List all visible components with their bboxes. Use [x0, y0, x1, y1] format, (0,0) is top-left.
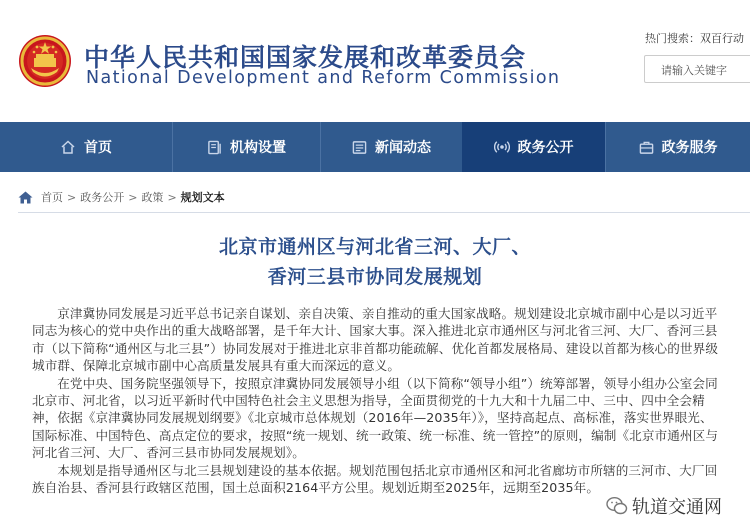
nav-item-government-affairs[interactable]	[462, 122, 605, 172]
breadcrumb-divider	[18, 212, 750, 213]
nav-item-home[interactable]	[0, 122, 172, 172]
hot-search	[645, 30, 744, 46]
breadcrumb-planning-text[interactable]: 规划文本	[180, 191, 225, 204]
wechat-icon	[606, 496, 628, 516]
article-body	[32, 305, 722, 496]
article-paragraph: 在党中央、国务院坚强领导下，按照京津冀协同发展领导小组（以下简称“领导小组”）统筹部署，领导小组办公室会同北京市、河北省，以习近平新时代中国特色社会主义思想为指导，全面贯彻党的十九大和十九届二中、三中、四中全会精神，依据《京津冀协同发展规划纲要》《北京城市总体规划（2016年—2035年）》，坚持高起点、高标准，落实世界眼光、国际标准、中国特色、高点定位的要求，按照“统一规划、统一政策、统一标准、统一管控”的原则，编制《北京市通州区与河北省三河、大厂、香河三县市协同发展规划》。	[32, 375, 719, 461]
hot-search-item[interactable]: 双百行动	[700, 32, 744, 45]
article-paragraph: 本规划是指导通州区与北三县规划建设的基本依据。规划范围包括北京市通州区和河北省廊坊市所辖的三河市、大厂回族自治县、香河县行政辖区范围，国土总面积2164平方公里。规划近期至2025年，远期至2035年。	[32, 462, 718, 496]
site-title-en[interactable]: National Development and Reform Commission	[86, 68, 561, 88]
nav-item-news[interactable]	[321, 122, 462, 172]
breadcrumb-policy[interactable]: 政策	[141, 191, 164, 204]
breadcrumb-separator: >	[128, 190, 138, 204]
breadcrumb	[18, 189, 225, 205]
breadcrumb-government-affairs[interactable]: 政务公开	[80, 191, 125, 204]
article-title-line2: 香河三县市协同发展规划	[267, 266, 483, 288]
search-input[interactable]: 请输入关键字	[644, 55, 750, 83]
service-icon	[639, 140, 654, 155]
national-emblem-icon[interactable]	[18, 34, 72, 88]
nav-item-services[interactable]	[606, 122, 750, 172]
watermark-text: 轨道交通网	[632, 497, 722, 518]
home-icon	[60, 139, 76, 155]
hot-search-label: 热门搜索：	[645, 32, 700, 45]
organization-icon	[207, 140, 222, 155]
article-paragraph: 京津冀协同发展是习近平总书记亲自谋划、亲自决策、亲自推动的重大国家战略。规划建设北京城市副中心是以习近平同志为核心的党中央作出的重大战略部署，是千年大计、国家大事。深入推进北京市通州区与河北省三河、大厂、香河三县市（以下简称“通州区与北三县”）协同发展对于推进北京非首都功能疏解、优化首都发展格局、建设以首都为核心的世界级城市群、保障北京城市副中心高质量发展具有重大而深远的意义。	[32, 306, 719, 374]
news-icon	[352, 140, 367, 155]
home-icon[interactable]	[18, 191, 33, 204]
nav-item-label: 新闻动态	[375, 140, 431, 156]
main-nav	[0, 122, 750, 172]
broadcast-icon	[494, 139, 510, 155]
nav-item-label: 首页	[84, 140, 112, 156]
site-title-cn[interactable]: 中华人民共和国国家发展和改革委员会	[84, 43, 527, 72]
nav-item-label: 机构设置	[230, 140, 286, 156]
site-header	[0, 0, 750, 122]
breadcrumb-separator: >	[67, 190, 77, 204]
breadcrumb-home[interactable]: 首页	[41, 191, 63, 204]
nav-item-label: 政务公开	[517, 140, 574, 156]
nav-item-organization[interactable]	[173, 122, 320, 172]
nav-item-label: 政务服务	[661, 140, 718, 156]
breadcrumb-separator: >	[167, 190, 177, 204]
source-watermark	[606, 486, 750, 526]
article-title-line1: 北京市通州区与河北省三河、大厂、	[218, 236, 531, 258]
